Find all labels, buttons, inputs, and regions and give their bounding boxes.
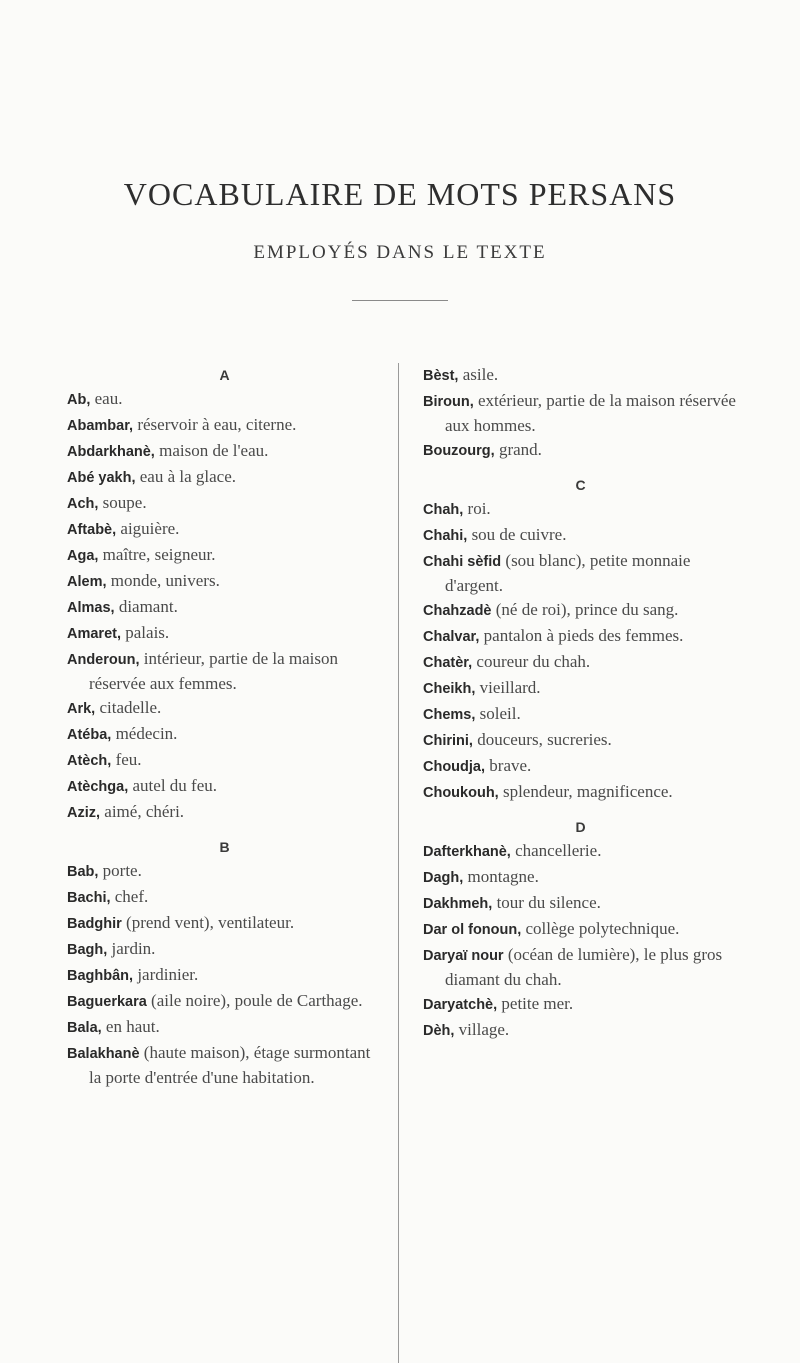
right-column [423,363,738,1044]
column-divider [398,363,399,1363]
headword: Chems, [423,707,476,723]
definition: splendeur, magnificence. [498,782,673,801]
headword: Bala, [67,1020,102,1036]
headword: Chirini, [423,733,473,749]
vocabulary-entry [67,413,382,438]
definition: collège polytechnique. [521,919,680,938]
vocabulary-entry [423,497,738,522]
headword: Chatèr, [423,655,473,671]
vocabulary-entry [423,389,738,437]
definition: aimé, chéri. [100,802,185,821]
section-letter: C [575,477,586,493]
headword: Bachi, [67,890,111,906]
headword: Ab, [67,392,91,408]
left-column [67,363,382,1090]
vocabulary-entry [67,885,382,910]
vocabulary-entry [423,1018,738,1043]
headword: Atèchga, [67,779,129,795]
headword: Choukouh, [423,785,499,801]
definition: soleil. [475,704,521,723]
definition: citadelle. [95,698,162,717]
vocabulary-entry [423,549,738,597]
headword: Dar ol fonoun, [423,922,522,938]
definition: vieillard. [475,678,541,697]
headword: Dakhmeh, [423,896,493,912]
definition: en haut. [101,1017,160,1036]
vocabulary-entry [67,748,382,773]
headword: Baghbân, [67,968,134,984]
definition: grand. [494,440,542,459]
definition: jardinier. [133,965,199,984]
vocabulary-entry [423,780,738,805]
headword: Bagh, [67,942,108,958]
definition: chancellerie. [510,841,602,860]
headword: Abé yakh, [67,470,136,486]
vocabulary-entry [67,543,382,568]
vocabulary-entry [423,702,738,727]
headword: Ark, [67,701,96,717]
vocabulary-entry [67,937,382,962]
definition: (sou blanc), petite monnaie d'argent. [445,551,691,595]
vocabulary-entry [67,859,382,884]
definition: eau à la glace. [135,467,237,486]
headword: Bèst, [423,368,459,384]
headword: Daryaï nour [423,948,504,964]
headword: Chalvar, [423,629,480,645]
definition: montagne. [463,867,539,886]
vocabulary-entry [67,989,382,1014]
definition: eau. [90,389,123,408]
definition: médecin. [111,724,178,743]
definition: maître, seigneur. [98,545,216,564]
vocabulary-entry [423,917,738,942]
vocabulary-entry [423,523,738,548]
vocabulary-entry [67,621,382,646]
definition: tour du silence. [492,893,601,912]
section-letter: A [219,367,230,383]
vocabulary-entry [423,598,738,623]
definition: brave. [485,756,532,775]
definition: pantalon à pieds des femmes. [479,626,684,645]
page-subtitle: EMPLOYÉS DANS LE TEXTE [253,242,547,263]
headword: Almas, [67,600,115,616]
vocabulary-entry [67,465,382,490]
definition: feu. [111,750,142,769]
vocabulary-entry [67,517,382,542]
section-letter: B [219,839,230,855]
vocabulary-entry [67,696,382,721]
vocabulary-entry [423,839,738,864]
definition: intérieur, partie de la maison réservée aux femmes. [89,649,339,693]
vocabulary-entry [423,754,738,779]
vocabulary-entry [423,943,738,991]
headword: Dèh, [423,1023,455,1039]
headword: Anderoun, [67,652,140,668]
definition: (né de roi), prince du sang. [491,600,679,619]
title-rule [352,300,448,301]
headword: Chahzadè [423,603,492,619]
headword: Aziz, [67,805,101,821]
vocabulary-entry [67,1041,382,1089]
headword: Daryatchè, [423,997,498,1013]
vocabulary-entry [423,438,738,463]
vocabulary-entry [67,387,382,412]
vocabulary-entry [67,774,382,799]
definition: petite mer. [497,994,574,1013]
vocabulary-entry [423,865,738,890]
definition: douceurs, sucreries. [472,730,612,749]
headword: Amaret, [67,626,121,642]
vocabulary-entry [67,439,382,464]
vocabulary-entry [423,676,738,701]
definition: palais. [121,623,170,642]
vocabulary-entry [67,569,382,594]
headword: Atèch, [67,753,112,769]
definition: asile. [458,365,499,384]
definition: (haute maison), étage surmontant la porte d'entrée d'une habitation. [89,1043,371,1087]
definition: jardin. [107,939,156,958]
definition: chef. [110,887,149,906]
vocabulary-entry [423,992,738,1017]
definition: sou de cuivre. [467,525,567,544]
headword: Dafterkhanè, [423,844,511,860]
headword: Baguerkara [67,994,147,1010]
headword: Alem, [67,574,107,590]
headword: Badghir [67,916,122,932]
headword: Ach, [67,496,99,512]
headword: Atéba, [67,727,112,743]
definition: roi. [463,499,491,518]
definition: village. [454,1020,510,1039]
definition: autel du feu. [128,776,217,795]
vocabulary-entry [423,728,738,753]
vocabulary-entry [67,800,382,825]
definition: (aile noire), poule de Carthage. [146,991,363,1010]
definition: coureur du chah. [472,652,591,671]
headword: Aga, [67,548,99,564]
headword: Chahi, [423,528,468,544]
vocabulary-entry [67,722,382,747]
vocabulary-entry [67,1015,382,1040]
headword: Choudja, [423,759,486,775]
headword: Aftabè, [67,522,117,538]
headword: Chah, [423,502,464,518]
definition: réservoir à eau, citerne. [133,415,297,434]
headword: Cheikh, [423,681,476,697]
headword: Bab, [67,864,99,880]
definition: extérieur, partie de la maison réservée aux hommes. [445,391,736,435]
definition: (prend vent), ventilateur. [121,913,295,932]
vocabulary-entry [67,595,382,620]
headword: Chahi sèfid [423,554,502,570]
vocabulary-entry [423,624,738,649]
vocabulary-entry [67,911,382,936]
definition: aiguière. [116,519,180,538]
definition: monde, univers. [106,571,220,590]
vocabulary-entry [423,891,738,916]
definition: soupe. [98,493,147,512]
headword: Dagh, [423,870,464,886]
vocabulary-entry [67,647,382,695]
definition: maison de l'eau. [154,441,269,460]
headword: Abdarkhanè, [67,444,155,460]
headword: Abambar, [67,418,134,434]
definition: diamant. [114,597,178,616]
headword: Balakhanè [67,1046,140,1062]
section-letter: D [575,819,586,835]
page-title: VOCABULAIRE DE MOTS PERSANS [123,176,677,212]
vocabulary-entry [67,491,382,516]
vocabulary-entry [423,650,738,675]
vocabulary-entry [67,963,382,988]
definition: porte. [98,861,142,880]
headword: Biroun, [423,394,474,410]
headword: Bouzourg, [423,443,495,459]
vocabulary-entry [423,363,738,388]
definition: (océan de lumière), le plus gros diamant du chah. [445,945,723,989]
